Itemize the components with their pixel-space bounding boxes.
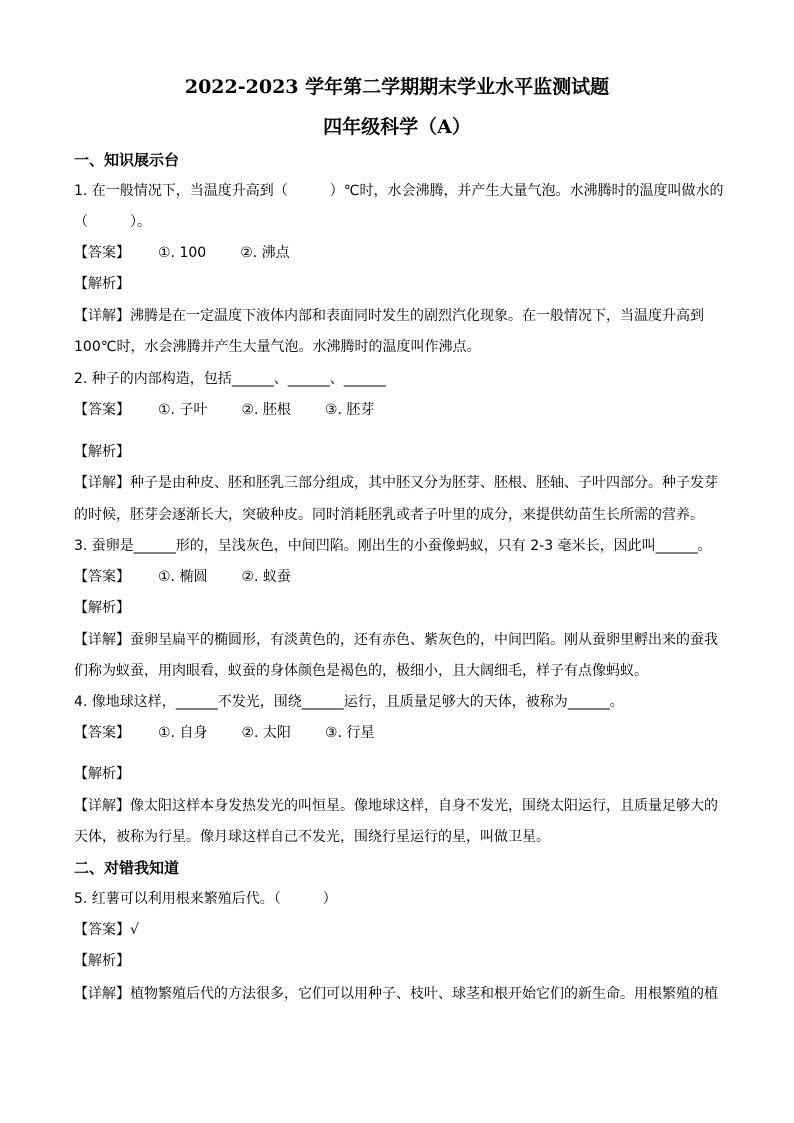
answer-item: ①. 椭圆: [158, 569, 208, 585]
question-2-detail-line-2: 的时候，胚芽会逐渐长大，突破种皮。同时消耗胚乳或者子叶里的成分，来提供幼苗生长所需的营养。: [74, 507, 704, 523]
question-3-detail-line-1: [74, 630, 734, 650]
section-heading-2: 二、对错我知道: [74, 859, 180, 877]
detail-label: 【详解】: [74, 986, 130, 1002]
question-3-answer: [74, 567, 734, 587]
question-1-analysis-label: 【解析】: [74, 276, 130, 292]
question-2-detail-line-1: [74, 473, 734, 493]
answer-label: 【答案】: [74, 245, 130, 261]
detail-text: 蚕卵呈扁平的椭圆形，有淡黄色的，还有赤色、紫灰色的，中间凹陷。刚从蚕卵里孵出来的蚕我: [130, 632, 718, 648]
answer-item: ③. 行星: [324, 725, 375, 741]
question-1-answer: [74, 243, 734, 263]
question-1-line-1: 1. 在一般情况下，当温度升高到（ ）℃时，水会沸腾，并产生大量气泡。水沸腾时的温度叫做水的: [74, 183, 724, 199]
question-2-line-1: 2. 种子的内部构造，包括______、______、______: [74, 371, 386, 387]
detail-label: 【详解】: [74, 798, 130, 814]
answer-item: ②. 沸点: [240, 245, 290, 261]
section-heading-1: 一、知识展示台: [74, 151, 180, 169]
question-5-detail-line-1: [74, 984, 734, 1004]
question-2-answer: [74, 400, 734, 420]
answer-item: ②. 蚁蚕: [241, 569, 291, 585]
question-5-analysis-label: 【解析】: [74, 953, 130, 969]
answer-item: ①. 100: [158, 245, 207, 261]
answer-item: ②. 太阳: [241, 725, 291, 741]
question-4-detail-line-1: [74, 796, 734, 816]
answer-label: 【答案】: [74, 569, 130, 585]
answer-item: ①. 自身: [158, 725, 208, 741]
answer-item: √: [130, 922, 139, 938]
detail-text: 像太阳这样本身发热发光的叫恒星。像地球这样，自身不发光，围绕太阳运行，且质量足够大的: [130, 798, 718, 814]
detail-text: 沸腾是在一定温度下液体内部和表面同时发生的剧烈汽化现象。在一般情况下，当温度升高到: [130, 308, 704, 324]
question-3-detail-line-2: 们称为蚁蚕，用肉眼看，蚁蚕的身体颜色是褐色的，极细小，且大阔细毛，样子有点像蚂蚁。: [74, 663, 648, 679]
question-1-detail-line-2: 100℃时，水会沸腾并产生大量气泡。水沸腾时的温度叫作沸点。: [74, 339, 481, 355]
question-5-line-1: 5. 红薯可以利用根来繁殖后代。（ ）: [74, 891, 337, 907]
question-4-detail-line-2: 天体，被称为行星。像月球这样自己不发光，围绕行星运行的星，叫做卫星。: [74, 829, 550, 845]
detail-text: 种子是由种皮、胚和胚乳三部分组成，其中胚又分为胚芽、胚根、胚轴、子叶四部分。种子发芽: [130, 475, 718, 491]
detail-text: 植物繁殖后代的方法很多，它们可以用种子、枝叶、球茎和根开始它们的新生命。用根繁殖的植: [130, 986, 718, 1002]
detail-label: 【详解】: [74, 632, 130, 648]
page-subtitle: 四年级科学（A）: [323, 116, 471, 138]
question-2-analysis-label: 【解析】: [74, 444, 130, 460]
question-4-answer: [74, 723, 734, 743]
question-4-line-1: 4. 像地球这样，______不发光，围绕______运行，且质量足够大的天体，被称为______。: [74, 694, 624, 710]
answer-label: 【答案】: [74, 725, 130, 741]
question-4-analysis-label: 【解析】: [74, 766, 130, 782]
page-title: 2022-2023 学年第二学期期末学业水平监测试题: [184, 76, 610, 98]
answer-item: ①. 子叶: [158, 402, 208, 418]
detail-label: 【详解】: [74, 308, 130, 324]
question-1-line-2: （ ）。: [74, 214, 151, 230]
question-3-line-1: 3. 蚕卵是______形的，呈浅灰色，中间凹陷。刚出生的小蚕像蚂蚁，只有 2-3 毫米长，因此叫______。: [74, 538, 712, 554]
question-5-answer: [74, 920, 734, 940]
detail-label: 【详解】: [74, 475, 130, 491]
answer-item: ②. 胚根: [241, 402, 291, 418]
answer-item: ③. 胚芽: [324, 402, 375, 418]
answer-label: 【答案】: [74, 402, 130, 418]
answer-label: 【答案】: [74, 922, 130, 938]
question-3-analysis-label: 【解析】: [74, 600, 130, 616]
question-1-detail-line-1: [74, 306, 734, 326]
